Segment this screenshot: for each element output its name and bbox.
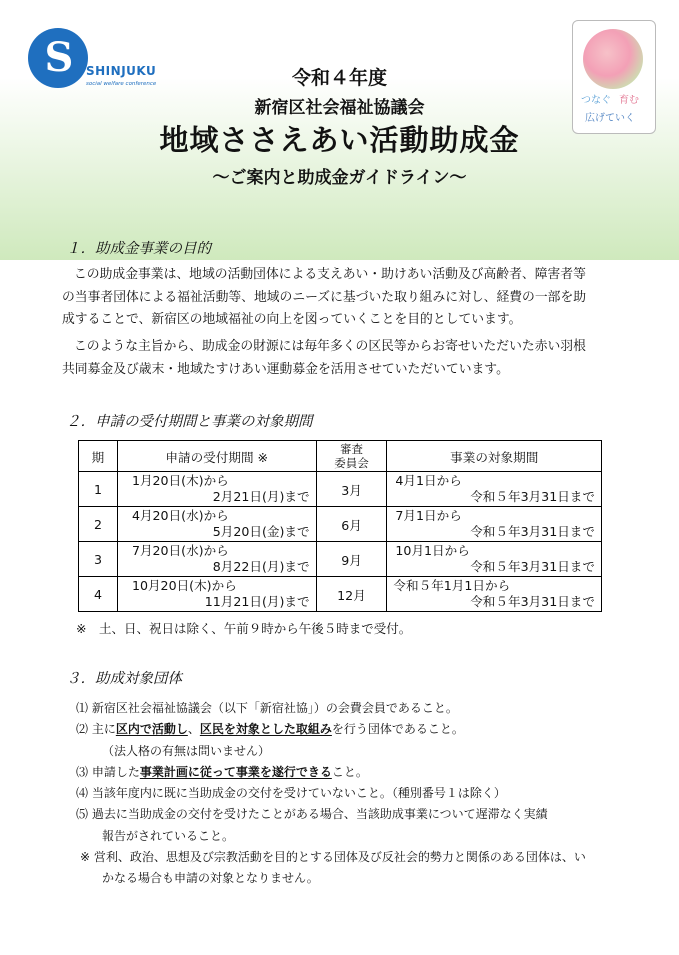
list-item-continued: 報告がされていること。 (102, 828, 235, 843)
cell-review: 3月 (316, 472, 387, 507)
schedule-note: ※ 土、日、祝日は除く、午前９時から午後５時まで受付。 (76, 621, 412, 636)
header-period: 期 (79, 441, 118, 472)
cell-accept (117, 542, 316, 577)
item3-post: こと。 (331, 764, 368, 779)
cell-target (387, 472, 602, 507)
item3-pre: ⑶ 申請した (76, 764, 140, 779)
cell-period: 1 (79, 472, 118, 507)
cell-accept (117, 577, 316, 612)
header-review (316, 441, 387, 472)
accept-to: 2月21日(月)まで (212, 489, 310, 504)
item2-pre: ⑵ 主に (76, 722, 116, 737)
logo-s-icon: S (44, 34, 74, 81)
item3-underline: 事業計画に従って事業を遂行できる (139, 764, 332, 779)
title-year: 令和４年度 (291, 67, 387, 89)
target-to: 令和５年3月31日まで (470, 594, 595, 609)
paragraph-line: の当事者団体による福祉活動等、地域のニーズに基づいた取り組みに対し、経費の一部を助 (62, 289, 587, 305)
list-item: ⑸ 過去に当助成金の交付を受けたことがある場合、当該助成事業について遅滞なく実績 (76, 807, 548, 822)
badge-text-spread: 広げていく (585, 113, 635, 124)
accept-from: 7月20日(水)から (131, 543, 229, 558)
item2-post: を行う団体であること。 (331, 722, 464, 737)
badge-text-nurture: 育む (619, 95, 639, 106)
item2-underline2: 区民を対象とした取組み (199, 722, 332, 737)
cell-target (387, 507, 602, 542)
accept-to: 11月21日(月)まで (204, 594, 310, 609)
section1-heading: １．助成金事業の目的 (66, 241, 211, 257)
paragraph-line: 共同募金及び歳末・地域たすけあい運動募金を活用させていただいています。 (62, 361, 509, 377)
cell-target (387, 542, 602, 577)
cell-period: 2 (79, 507, 118, 542)
logo-name: SHINJUKU (86, 64, 157, 78)
title-organization: 新宿区社会福祉協議会 (254, 98, 425, 118)
target-from: 4月1日から (395, 473, 462, 488)
section2-heading: ２．申請の受付期間と事業の対象期間 (66, 414, 313, 430)
cell-review: 9月 (316, 542, 387, 577)
item2-mid: 、 (187, 722, 200, 737)
schedule-table (78, 440, 602, 612)
list-note-continued: かなる場合も申請の対象となりません。 (102, 871, 319, 886)
target-from: 7月1日から (395, 508, 462, 523)
paragraph-line: 成することで、新宿区の地域福祉の向上を図っていくことを目的としています。 (62, 312, 522, 327)
target-to: 令和５年3月31日まで (470, 524, 595, 539)
table-row (79, 472, 602, 507)
header-target: 事業の対象期間 (387, 441, 602, 472)
paragraph-line: このような主旨から、助成金の財源には毎年多くの区民等からお寄せいただいた赤い羽根 (74, 339, 586, 354)
cell-accept (117, 472, 316, 507)
accept-to: 8月22日(月)まで (212, 559, 310, 574)
accept-from: 10月20日(木)から (131, 578, 237, 593)
list-note: ※ 営利、政治、思想及び宗教活動を目的とする団体及び反社会的勢力と関係のある団体は、い (80, 850, 586, 865)
accept-from: 4月20日(水)から (131, 508, 229, 523)
section1-paragraph2 (62, 336, 622, 381)
table-row (79, 542, 602, 577)
target-to: 令和５年3月31日まで (470, 489, 595, 504)
cell-review: 6月 (316, 507, 387, 542)
accept-from: 1月20日(木)から (131, 473, 229, 488)
cell-review: 12月 (316, 577, 387, 612)
list-item: ⑴ 新宿区社会福祉協議会（以下「新宿社協」）の会費会員であること。 (76, 701, 458, 715)
section1-paragraph1 (62, 264, 622, 332)
item2-underline1: 区内で活動し (115, 722, 188, 737)
target-from: 10月1日から (395, 543, 470, 558)
table-header-row (79, 441, 602, 472)
table-row (79, 577, 602, 612)
header-review-line2: 委員会 (334, 456, 369, 470)
paragraph-line: この助成金事業は、地域の活動団体による支えあい・助けあい活動及び高齢者、障害者等 (74, 267, 586, 282)
section3-heading: ３．助成対象団体 (66, 671, 182, 687)
list-item: ⑷ 当該年度内に既に当助成金の交付を受けていないこと。（種別番号１は除く） (76, 786, 506, 801)
list-item-sub: （法人格の有無は問いません） (102, 743, 271, 758)
header-review-line1: 審査 (339, 442, 363, 456)
list-item (76, 762, 636, 783)
list-item (76, 719, 636, 740)
cell-period: 4 (79, 577, 118, 612)
page-subtitle: ～ご案内と助成金ガイドライン～ (212, 168, 467, 188)
cell-period: 3 (79, 542, 118, 577)
page-title: 地域ささえあい活動助成金 (159, 123, 520, 157)
logo-subtitle: social welfare conference (86, 81, 157, 87)
target-to: 令和５年3月31日まで (470, 559, 595, 574)
cell-accept (117, 507, 316, 542)
badge-text-connect: つなぐ (581, 95, 611, 106)
eligibility-list (76, 698, 636, 890)
accept-to: 5月20日(金)まで (212, 524, 310, 539)
header-accept: 申請の受付期間 ※ (117, 441, 316, 472)
target-from: 令和５年1月1日から (393, 578, 511, 593)
table-row (79, 507, 602, 542)
cell-target (387, 577, 602, 612)
